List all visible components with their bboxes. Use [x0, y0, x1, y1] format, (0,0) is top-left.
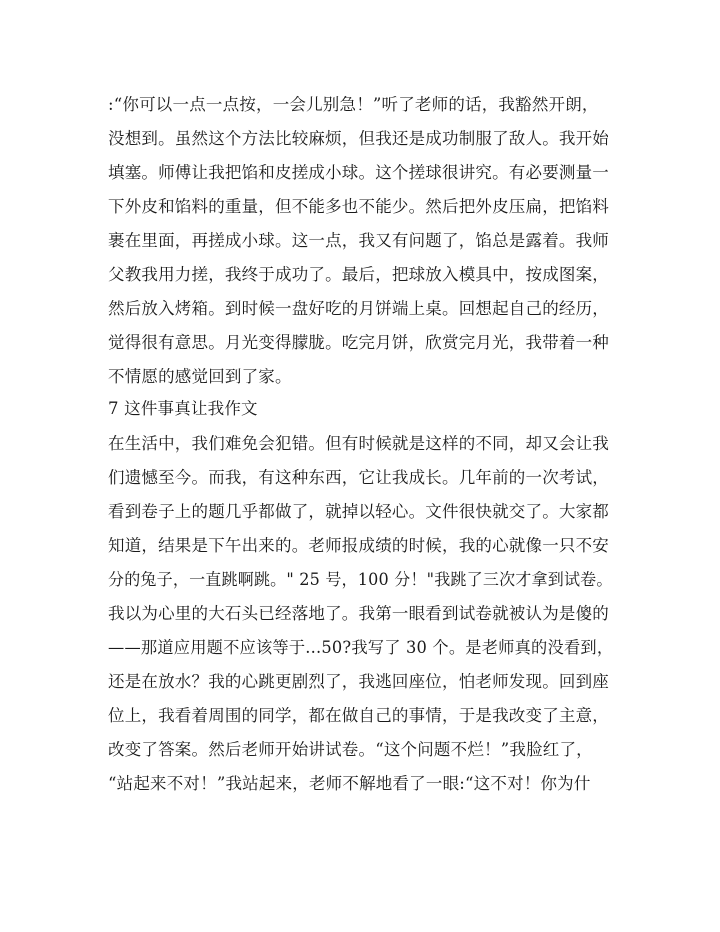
paragraph-line: 还是在放水？我的心跳更剧烈了，我逃回座位，怕老师发现。回到座	[108, 672, 609, 691]
paragraph-line: 在生活中，我们难免会犯错。但有时候就是这样的不同，却又会让我	[108, 434, 609, 453]
paragraph-line: :“你可以一点一点按，一会儿别急！”听了老师的话，我豁然开朗，	[108, 95, 599, 114]
section-heading: 7 这件事真让我作文	[108, 399, 258, 418]
paragraph-line: 下外皮和馅料的重量，但不能多也不能少。然后把外皮压扁，把馅料	[108, 197, 609, 216]
paragraph-line: 不情愿的感觉回到了家。	[108, 367, 292, 386]
paragraph-line: 改变了答案。然后老师开始讲试卷。“这个问题不烂！”我脸红了，	[108, 740, 593, 759]
paragraph-line: 填塞。师傅让我把馅和皮搓成小球。这个搓球很讲究。有必要测量一	[108, 163, 609, 182]
paragraph-line: 位上，我看着周围的同学，都在做自己的事情，于是我改变了主意，	[108, 706, 609, 725]
paragraph-line: 分的兔子，一直跳啊跳。" 25 号，100 分！"我跳了三次才拿到试卷。	[108, 570, 613, 589]
paragraph-line: 知道，结果是下午出来的。老师报成绩的时候，我的心就像一只不安	[108, 536, 609, 555]
paragraph-line: 看到卷子上的题几乎都做了，就掉以轻心。文件很快就交了。大家都	[108, 502, 609, 521]
paragraph-line: ——那道应用题不应该等于...50?我写了 30 个。是老师真的没看到，	[108, 638, 614, 657]
paragraph-line: 父教我用力搓，我终于成功了。最后，把球放入模具中，按成图案，	[108, 265, 609, 284]
paragraph-line: 觉得很有意思。月光变得朦胧。吃完月饼，欣赏完月光，我带着一种	[108, 333, 609, 352]
paragraph-line: “站起来不对！”我站起来，老师不解地看了一眼:“这不对！你为什	[108, 774, 591, 793]
paragraph-line: 我以为心里的大石头已经落地了。我第一眼看到试卷就被认为是傻的	[108, 604, 609, 623]
paragraph-line: 们遗憾至今。而我，有这种东西，它让我成长。几年前的一次考试，	[108, 468, 609, 487]
paragraph-line: 没想到。虽然这个方法比较麻烦，但我还是成功制服了敌人。我开始	[108, 129, 609, 148]
paragraph-line: 然后放入烤箱。到时候一盘好吃的月饼端上桌。回想起自己的经历，	[108, 299, 609, 318]
paragraph-line: 裹在里面，再搓成小球。这一点，我又有问题了，馅总是露着。我师	[108, 231, 609, 250]
